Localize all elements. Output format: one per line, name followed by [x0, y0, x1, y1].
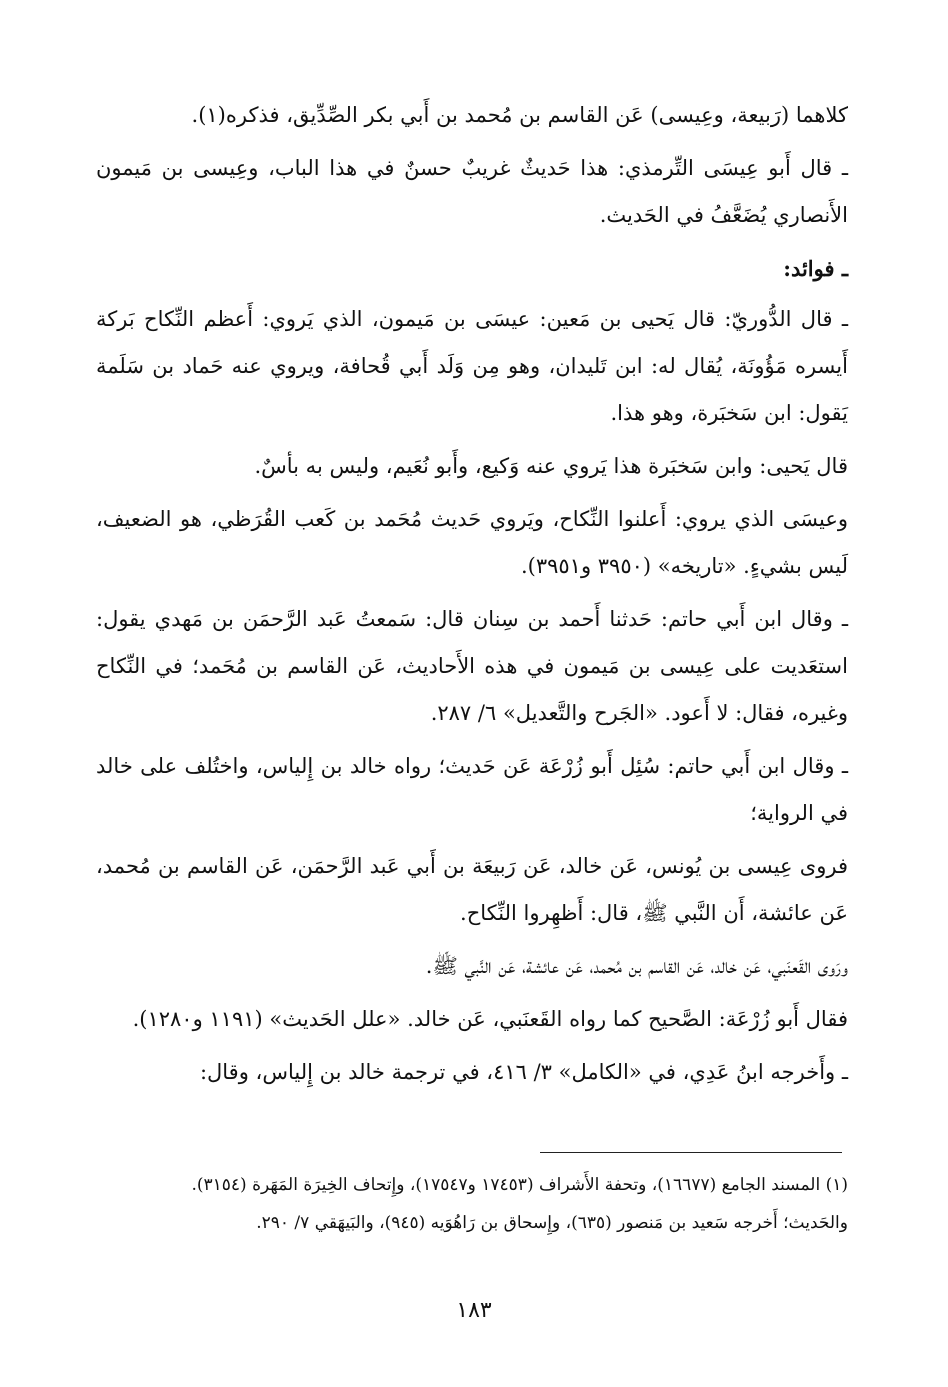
- paragraph: ـ قال أَبو عِيسَى التِّرمذي: هذا حَديثٌ غريبٌ حسنٌ في هذا الباب، وعِيسى بن مَيمون الأَنصاري يُضَعَّفُ في الحَديث.: [96, 156, 848, 227]
- paragraph: كلاهما (رَبيعة، وعِيسى) عَن القاسم بن مُحمد بن أَبي بكر الصِّدِّيق، فذكره(١).: [191, 103, 848, 127]
- paragraph: ـ وقال ابن أَبي حاتم: حَدثنا أَحمد بن سِنان قال: سَمعتُ عَبد الرَّحمَن بن مَهدي يقول: استعَديت على عِيسى بن مَيمون في هذه الأَحاديث، عَن القاسم بن مُحَمد؛ في النِّكاح وغيره، فقال: لا أَعود. «الجَرح والتَّعديل» ٦/ ٢٨٧.: [96, 607, 848, 725]
- footnote-divider: [540, 1152, 842, 1153]
- paragraph: فقال أَبو زُرْعَة: الصَّحيح كما رواه القَعنَبي، عَن خالد. «علل الحَديث» (١١٩١ و١٢٨٠).: [132, 1007, 848, 1031]
- paragraph: قال يَحيى: وابن سَخبَرة هذا يَروي عنه وَكيع، وأَبو نُعَيم، وليس به بأسٌ.: [254, 454, 848, 478]
- paragraph: ورَوى القَعنَبي، عَن خالد، عَن القاسم بن مُحمد، عَن عائشة، عَن النَّبي ﷺ.: [425, 954, 848, 978]
- paragraph: ـ قال الدُّوريّ: قال يَحيى بن مَعين: عيسَى بن مَيمون، الذي يَروي: أَعظم النِّكاح بَركة أَيسره مَؤُونَة، يُقال له: ابن تَليدان، وهو مِن وَلَد أَبي قُحافة، ويروي عنه حَماد بن سَلَمة يَقول: ابن سَخبَرة، وهو هذا.: [96, 307, 848, 425]
- main-text: [96, 92, 848, 1102]
- section-heading: ـ فوائد:: [783, 256, 848, 281]
- paragraph: فروى عِيسى بن يُونس، عَن خالد، عَن رَبيعَة بن أَبي عَبد الرَّحمَن، عَن القاسم بن مُحمد، عَن عائشة، أَن النَّبي ﷺ، قال: أَظهِروا النِّكاح.: [96, 854, 848, 925]
- footnote: والحَديث؛ أَخرجه سَعيد بن مَنصور (٦٣٥)، وإِسحاق بن رَاهُوَيه (٩٤٥)، والبَيهَقي ٧/ ٢٩٠.: [256, 1213, 848, 1233]
- footnotes: [96, 1168, 848, 1244]
- paragraph: ـ وقال ابن أَبي حاتم: سُئِل أَبو زُرْعَة عَن حَديث؛ رواه خالد بن إِلياس، واختُلف على خالد في الرواية؛: [96, 754, 848, 825]
- footnote: (١) المسند الجامع (١٦٦٧٧)، وتحفة الأَشراف (١٧٤٥٣ و١٧٥٤٧)، وإِتحاف الخِيرَة المَهَرة (٣١٥٤).: [191, 1175, 848, 1195]
- page-number: ١٨٣: [456, 1298, 492, 1323]
- paragraph: وعيسَى الذي يروي: أَعلنوا النِّكاح، ويَروي حَديث مُحَمد بن كَعب القُرَظي، هو الضعيف، لَيس بشيءٍ. «تاريخه» (٣٩٥٠ و٣٩٥١).: [96, 507, 848, 578]
- paragraph: ـ وأَخرجه ابنُ عَدِي، في «الكامل» ٣/ ٤١٦، في ترجمة خالد بن إِلياس، وقال:: [199, 1060, 848, 1084]
